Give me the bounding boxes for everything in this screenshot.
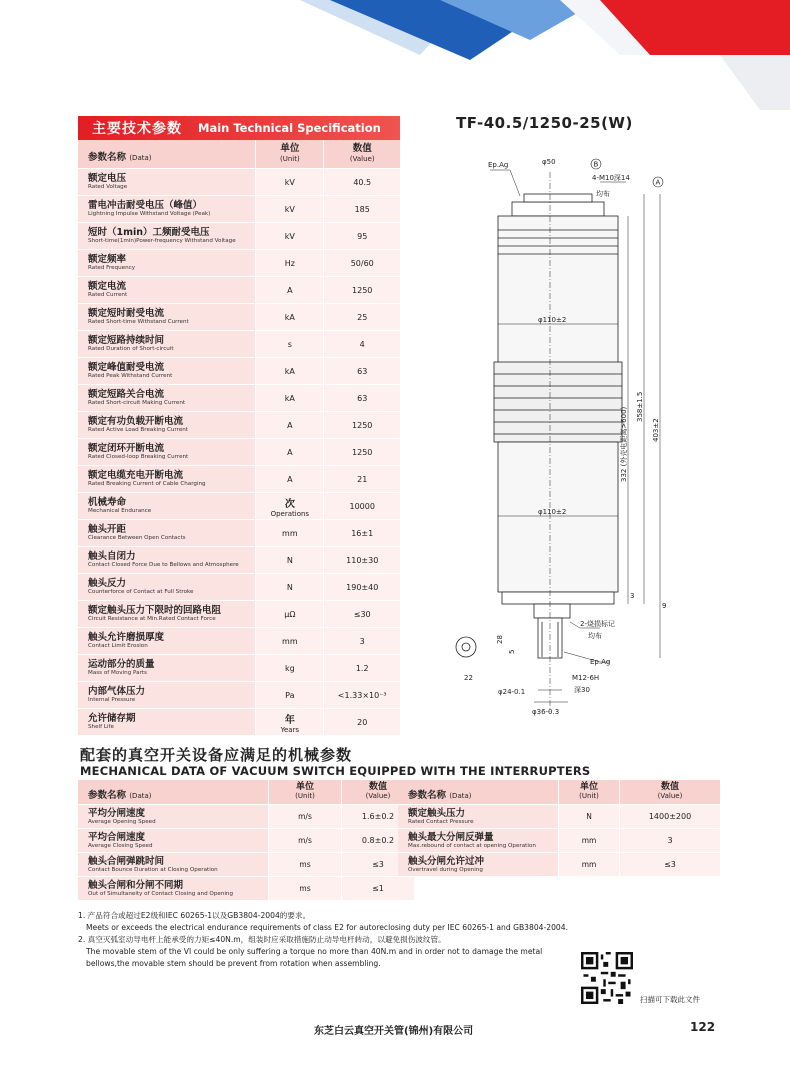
param-name-cn: 额定电缆充电开断电流: [88, 470, 184, 481]
label-phi36: φ36-0.3: [532, 708, 560, 716]
param-name-cn: 额定闭环开断电流: [88, 443, 165, 454]
label-thread-bottom: M12-6H: [572, 674, 600, 682]
label-dim28: 28: [496, 635, 504, 644]
param-name-cn: 额定短路持续时间: [88, 335, 165, 346]
note-line: Meets or exceeds the electrical endurance requirements of class E2 for autoreclosing duty per IEC 60265-1 and GB3804-2004.: [86, 923, 568, 932]
param-name-cn: 触头合闸弹跳时间: [88, 855, 165, 867]
footer-company: 东芝白云真空开关管(锦州)有限公司: [314, 1026, 474, 1037]
model-title: TF-40.5/1250-25(W): [456, 114, 633, 132]
mech-left-header-unit-en: (Unit): [295, 792, 315, 800]
table-row: [78, 682, 400, 709]
param-name-cn: 额定频率: [88, 254, 127, 265]
param-name-cn: 触头自闭力: [88, 551, 136, 562]
param-name-cn: 触头最大分闸反弹量: [408, 831, 494, 843]
value-cell: 1250: [352, 447, 373, 457]
header-name-cn: 参数名称: [88, 151, 127, 163]
unit-cell: kV: [284, 177, 295, 187]
qr-caption: 扫描可下载此文件: [640, 995, 700, 1004]
main-spec-header-row: [78, 140, 400, 169]
table-row: [78, 385, 400, 412]
mech-right-header-unit-cn: 单位: [579, 782, 598, 792]
interrupter-drawing: [450, 152, 680, 722]
mech-title-cn: 配套的真空开关设备应满足的机械参数: [80, 746, 353, 764]
label-flat-mark: 2-烧损标记: [580, 620, 615, 628]
unit-cell: A: [287, 447, 293, 457]
label-dim9: 9: [662, 602, 667, 610]
param-name-en: Rated Duration of Short-circuit: [88, 346, 174, 352]
table-row: [78, 829, 414, 853]
mech-right-header: [398, 780, 720, 805]
unit-cell: ms: [299, 884, 311, 893]
value-cell: ≤30: [353, 609, 371, 619]
param-name-cn: 额定电压: [88, 173, 127, 184]
param-name-en: Lightning Impulse Withstand Voltage (Peak): [88, 211, 211, 217]
param-name-en: Rated Closed-loop Breaking Current: [88, 454, 189, 460]
main-spec-table: [78, 140, 400, 736]
table-row: [398, 805, 720, 829]
value-cell: ≤3: [372, 860, 384, 869]
table-row: [78, 196, 400, 223]
main-spec-section: [78, 116, 400, 736]
value-cell: 40.5: [353, 177, 372, 187]
header-unit-cn: 单位: [280, 143, 300, 154]
unit-cell: kV: [284, 204, 295, 214]
mech-table-right: [398, 780, 720, 877]
mech-left-header-value-en: (Value): [365, 792, 391, 800]
param-name-en: Contact Bounce Duration at Closing Operation: [88, 866, 218, 873]
param-name-cn: 平均合闸速度: [88, 831, 146, 843]
table-row: [78, 574, 400, 601]
label-thread-top: 4-M10深14: [592, 174, 630, 182]
table-row: [78, 250, 400, 277]
label-dim403: 403±2: [652, 418, 660, 442]
param-name-cn: 额定有功负载开断电流: [88, 416, 184, 427]
value-cell: 1250: [352, 285, 373, 295]
param-name-cn: 额定短路关合电流: [88, 389, 165, 400]
mech-right-header-name-cn: 参数名称: [408, 789, 447, 801]
mech-left-body: [78, 805, 414, 901]
label-b: B: [593, 160, 599, 169]
header-value-en: (Value): [349, 155, 375, 163]
header-name-en: (Data): [129, 153, 152, 162]
param-name-en: Counterforce of Contact at Full Stroke: [88, 589, 194, 595]
value-cell: 1.2: [355, 663, 369, 673]
value-cell: 20: [357, 717, 368, 727]
unit-cell: Hz: [284, 258, 295, 268]
label-even-top: 均布: [596, 190, 610, 198]
mech-left-header-name-cn: 参数名称: [88, 789, 127, 801]
table-row: [78, 304, 400, 331]
label-phi24: φ24-0.1: [498, 688, 526, 696]
unit-cell: mm: [282, 636, 298, 646]
qr-code[interactable]: [581, 952, 633, 1004]
param-name-en: Internal Pressure: [88, 697, 136, 703]
param-name-en: Contact Closed Force Due to Bellows and Atmosphere: [88, 562, 239, 568]
table-row: [78, 520, 400, 547]
param-name-en: Rated Frequency: [88, 265, 136, 271]
value-cell: 185: [354, 204, 370, 214]
param-name-en: Contact Limit Erosion: [88, 643, 148, 649]
main-spec-title-bar: [78, 116, 400, 140]
param-name-cn: 短时（1min）工频耐受电压: [88, 227, 210, 238]
param-name-en: Shelf Life: [88, 724, 114, 730]
unit-cell-en: Years: [280, 725, 300, 734]
unit-cell: mm: [581, 860, 597, 869]
label-epag-top: Ep.Ag: [488, 161, 509, 169]
table-row: [78, 466, 400, 493]
param-name-en: Rated Short-time Withstand Current: [88, 319, 189, 325]
note-line: The movable stem of the VI could be only suffering a torque no more than 40N.m and in order not to damage the metal: [86, 947, 543, 956]
unit-cell: kA: [284, 312, 295, 322]
value-cell: 95: [357, 231, 368, 241]
value-cell: ≤3: [664, 860, 676, 869]
unit-cell: N: [586, 812, 592, 821]
param-name-en: Rated Voltage: [88, 184, 128, 190]
unit-cell: 年: [284, 714, 295, 726]
mech-right-header-value-en: (Value): [657, 792, 683, 800]
param-name-cn: 允许储存期: [88, 713, 136, 724]
param-name-en: Rated Contact Pressure: [408, 818, 474, 825]
table-row: [78, 358, 400, 385]
mech-left-header-name-en: (Data): [129, 791, 152, 800]
label-phi110-a: φ110±2: [538, 316, 567, 324]
table-row: [78, 601, 400, 628]
note-line: 2. 真空灭弧室动导电杆上能承受的力矩≤40N.m，组装时应采取措施防止动导电杆转动，以避免损伤波纹管。: [78, 935, 446, 944]
unit-cell: kA: [284, 366, 295, 376]
param-name-en: Overtravel during Opening: [408, 866, 483, 873]
param-name-cn: 触头开距: [88, 524, 127, 535]
value-cell: 110±30: [346, 555, 379, 565]
table-row: [398, 829, 720, 853]
notes: [78, 910, 598, 970]
mech-right-header-name-en: (Data): [449, 791, 472, 800]
value-cell: 3: [667, 836, 673, 845]
param-name-en: Circuit Resistance at Min.Rated Contact Force: [88, 616, 216, 622]
value-cell: 63: [357, 366, 368, 376]
unit-cell: A: [287, 285, 293, 295]
value-cell: 25: [357, 312, 368, 322]
unit-cell: mm: [581, 836, 597, 845]
label-dim358: 358±1.5: [636, 391, 644, 422]
param-name-cn: 触头分闸允许过冲: [408, 855, 485, 867]
value-cell: 0.8±0.2: [361, 836, 395, 845]
mech-right-header-value-cn: 数值: [660, 782, 679, 792]
value-cell: <1.33×10⁻³: [337, 690, 387, 700]
unit-cell: kg: [284, 663, 295, 673]
value-cell: 63: [357, 393, 368, 403]
label-phi50: φ50: [542, 158, 556, 166]
value-cell: 190±40: [346, 582, 379, 592]
value-cell: 1250: [352, 420, 373, 430]
table-row: [78, 412, 400, 439]
param-name-en: Max.rebound of contact at opening Operation: [408, 842, 536, 849]
header-unit-en: (Unit): [279, 155, 300, 163]
label-a: A: [655, 178, 661, 187]
param-name-cn: 触头反力: [88, 578, 127, 589]
unit-cell: Pa: [285, 690, 295, 700]
value-cell: 1400±200: [648, 812, 692, 821]
unit-cell-en: Operations: [270, 509, 310, 518]
mech-right-header-unit-en: (Unit): [579, 792, 599, 800]
table-row: [78, 628, 400, 655]
table-row: [78, 547, 400, 574]
table-row: [78, 169, 400, 196]
mech-left-header-value-cn: 数值: [368, 782, 387, 792]
mech-table-left: [78, 780, 414, 901]
unit-cell: μΩ: [284, 609, 296, 619]
param-name-cn: 触头允许磨损厚度: [88, 632, 165, 643]
param-name-cn: 触头合闸和分闸不同期: [88, 879, 184, 891]
param-name-cn: 额定触头压力下限时的回路电阻: [88, 605, 222, 616]
top-decoration: [0, 0, 790, 110]
value-cell: 4: [359, 339, 365, 349]
page-number: 122: [690, 1020, 716, 1034]
table-row: [78, 877, 414, 901]
label-dim332: 332 (外壳电距离>600): [620, 406, 628, 482]
param-name-cn: 额定短时耐受电流: [88, 308, 165, 319]
label-dim3: 3: [630, 592, 635, 600]
unit-cell: s: [287, 339, 292, 349]
param-name-cn: 内部气体压力: [88, 686, 146, 697]
param-name-en: Short-time(1min)Power-frequency Withstand Voltage: [88, 238, 236, 244]
unit-cell: N: [286, 555, 293, 565]
param-name-cn: 额定峰值耐受电流: [88, 362, 165, 373]
mech-title-en: MECHANICAL DATA OF VACUUM SWITCH EQUIPPED WITH THE INTERRUPTERS: [80, 764, 591, 778]
mech-right-body: [398, 805, 720, 877]
mech-left-header: [78, 780, 414, 805]
param-name-cn: 机械寿命: [88, 497, 127, 508]
param-name-en: Rated Breaking Current of Cable Charging: [88, 481, 206, 487]
label-dim5: 5: [508, 649, 516, 654]
main-spec-title-en: Main Technical Specification: [198, 121, 381, 135]
table-row: [78, 331, 400, 358]
param-name-en: Rated Peak Withstand Current: [88, 373, 173, 379]
param-name-en: Out of Simultaneity of Contact Closing and Opening: [88, 890, 234, 897]
table-row: [78, 493, 400, 520]
table-row: [78, 853, 414, 877]
label-phi110-b: φ110±2: [538, 508, 567, 516]
param-name-en: Rated Short-circuit Making Current: [88, 400, 186, 406]
value-cell: 50/60: [350, 258, 374, 268]
table-row: [78, 277, 400, 304]
param-name-cn: 额定触头压力: [408, 807, 466, 819]
value-cell: 16±1: [351, 528, 374, 538]
table-row: [398, 853, 720, 877]
label-depth: 深30: [574, 686, 590, 694]
value-cell: ≤1: [372, 884, 384, 893]
param-name-cn: 运动部分的质量: [88, 659, 155, 670]
value-cell: 1.6±0.2: [361, 812, 395, 821]
unit-cell: kA: [284, 393, 295, 403]
unit-cell: m/s: [298, 812, 312, 821]
param-name-en: Mass of Moving Parts: [88, 670, 147, 676]
param-name-en: Mechanical Endurance: [88, 508, 152, 514]
unit-cell: A: [287, 474, 293, 484]
table-row: [78, 709, 400, 736]
table-row: [78, 655, 400, 682]
param-name-en: Rated Current: [88, 292, 128, 298]
note-line: bellows,the movable stem should be prevent from rotation when assembling.: [86, 959, 381, 968]
main-spec-body: [78, 169, 400, 736]
unit-cell: N: [286, 582, 293, 592]
note-line: 1. 产品符合或超过E2级和IEC 60265-1以及GB3804-2004的要求。: [78, 911, 311, 920]
unit-cell: m/s: [298, 836, 312, 845]
param-name-cn: 平均分闸速度: [88, 807, 146, 819]
table-row: [78, 805, 414, 829]
param-name-cn: 额定电流: [88, 281, 127, 292]
value-cell: 3: [359, 636, 365, 646]
param-name-en: Rated Active Load Breaking Current: [88, 427, 188, 433]
label-epag-bottom: Ep.Ag: [590, 658, 611, 666]
main-spec-title-cn: 主要技术参数: [92, 121, 182, 137]
mech-left-header-unit-cn: 单位: [295, 782, 314, 792]
unit-cell: 次: [284, 498, 295, 510]
param-name-en: Average Opening Speed: [88, 818, 156, 825]
unit-cell: mm: [282, 528, 298, 538]
unit-cell: A: [287, 420, 293, 430]
table-row: [78, 223, 400, 250]
value-cell: 10000: [349, 501, 375, 511]
param-name-en: Average Closing Speed: [88, 842, 153, 849]
param-name-cn: 雷电冲击耐受电压（峰值）: [88, 200, 203, 211]
label-dim22: 22: [464, 674, 473, 682]
param-name-en: Clearance Between Open Contacts: [88, 535, 186, 541]
value-cell: 21: [357, 474, 368, 484]
header-value-cn: 数值: [352, 143, 372, 154]
label-even-bottom: 均布: [588, 632, 602, 640]
unit-cell: ms: [299, 860, 311, 869]
unit-cell: kV: [284, 231, 295, 241]
table-row: [78, 439, 400, 466]
